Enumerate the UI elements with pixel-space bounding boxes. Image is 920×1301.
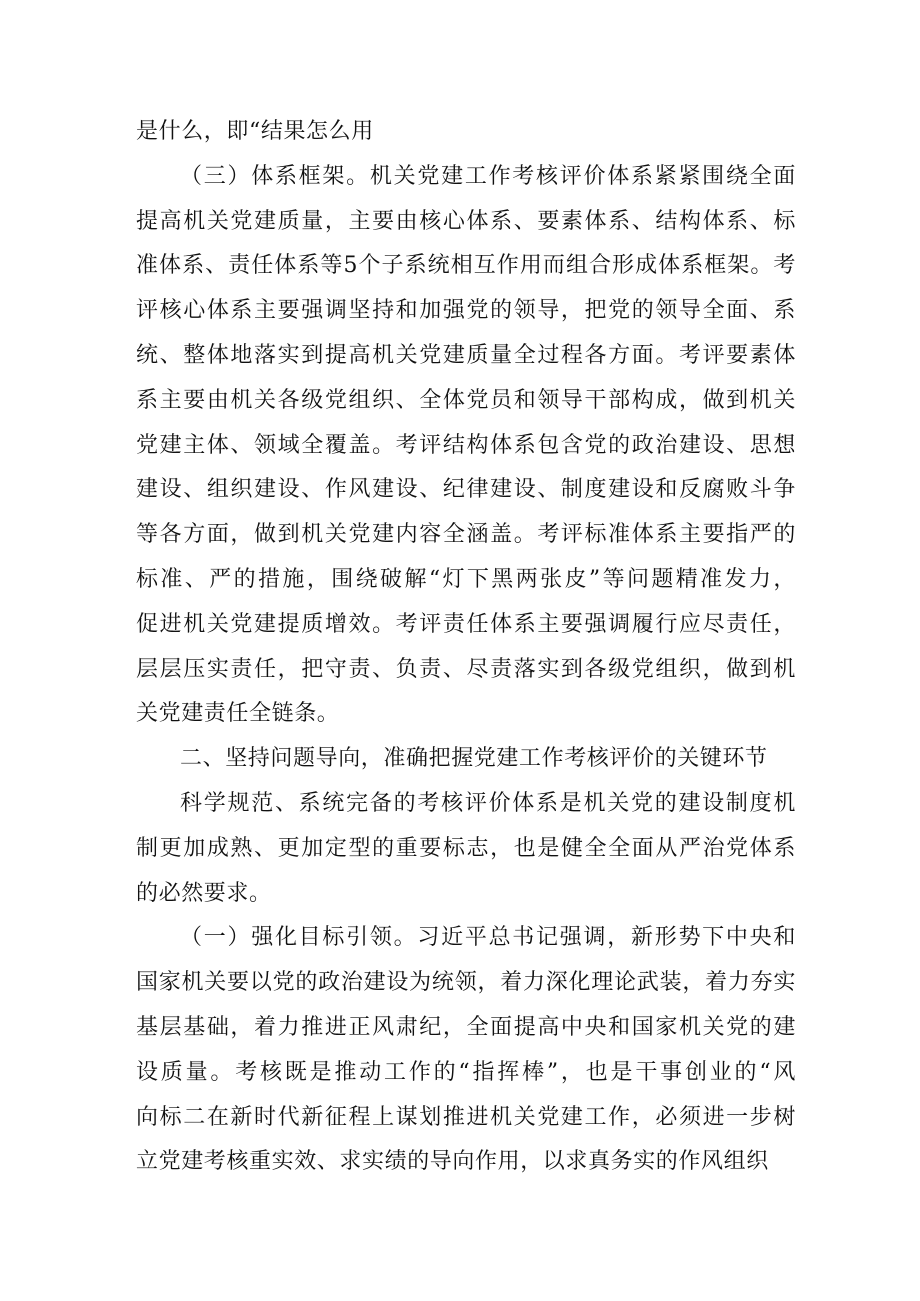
section-heading-2-line: 二、坚持问题导向，准确把握党建工作考核评价的关键环节 [180,746,768,772]
para-system-framework-line: （三）体系框架。机关党建工作考核评价体系紧紧围绕全面 [180,163,796,189]
para-goal-guidance-line: 设质量。考核既是推动工作的“指挥棒”，也是干事创业的“风 [136,1059,796,1085]
para-system-framework-line: 提高机关党建质量，主要由核心体系、要素体系、结构体系、标 [136,208,796,234]
para-system-framework-line: 统、整体地落实到提高机关党建质量全过程各方面。考评要素体 [136,342,796,368]
para-system-framework-line: 等各方面，做到机关党建内容全涵盖。考评标准体系主要指严的 [136,522,796,548]
para-system-framework-line: 促进机关党建提质增效。考评责任体系主要强调履行应尽责任， [136,611,796,637]
para-system-framework-line: 关党建责任全链条。 [136,701,340,727]
para-scientific-system-line: 科学规范、系统完备的考核评价体系是机关党的建设制度机 [180,790,796,816]
para-goal-guidance-line: （一）强化目标引领。习近平总书记强调，新形势下中央和 [180,925,796,951]
para-system-framework-line: 准体系、责任体系等5个子系统相互作用而组合形成体系框架。考 [136,253,796,279]
para-system-framework-line: 系主要由机关各级党组织、全体党员和领导干部构成，做到机关 [136,387,796,413]
para-goal-guidance-line: 向标二在新时代新征程上谋划推进机关党建工作，必须进一步树 [136,1104,796,1130]
para-goal-guidance-line: 国家机关要以党的政治建设为统领，着力深化理论武装，着力夯实 [136,970,796,996]
para-system-framework-line: 标准、严的措施，围绕破解“灯下黑两张皮”等问题精准发力， [136,566,796,592]
para-scientific-system-line: 的必然要求。 [136,880,272,906]
para-continuation-line: 是什么，即“结果怎么用 [136,119,374,144]
para-system-framework-line: 建设、组织建设、作风建设、纪律建设、制度建设和反腐败斗争 [136,477,796,503]
document-page [136,110,796,1185]
para-goal-guidance-line: 基层基础，着力推进正风肃纪，全面提高中央和国家机关党的建 [136,1014,796,1040]
para-system-framework-line: 层层压实责任，把守责、负责、尽责落实到各级党组织，做到机 [136,656,796,682]
para-goal-guidance-line: 立党建考核重实效、求实绩的导向作用，以求真务实的作风组织 [136,1149,769,1175]
para-system-framework-line: 党建主体、领域全覆盖。考评结构体系包含党的政治建设、思想 [136,432,796,458]
para-system-framework-line: 评核心体系主要强调坚持和加强党的领导，把党的领导全面、系 [136,298,796,324]
para-scientific-system-line: 制更加成熟、更加定型的重要标志，也是健全全面从严治党体系 [136,835,796,861]
